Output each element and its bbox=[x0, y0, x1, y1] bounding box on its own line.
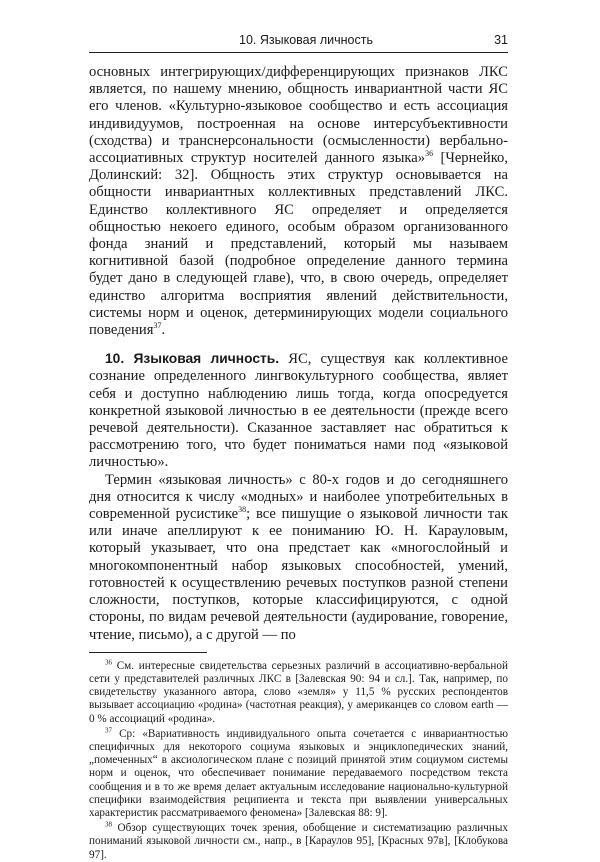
footnote-ref: 38 bbox=[238, 505, 247, 515]
chapter-title: 10. Языковая личность bbox=[239, 33, 373, 47]
paragraph bbox=[89, 350, 508, 471]
main-text bbox=[89, 64, 508, 644]
paragraph-text: [Чернейко, Долинский: 32]. Общность этих структур основывается на общности инвариантных коллективных представлений ЛКС. Единство коллективного ЯС определяет и определяется общностью некоего единого, особым образом организованного фонда знаний и представлений, который мы называем когнитивной базой (подробное определение данного термина будет дано в следующей главе), что, в свою очередь, определяет единство алгоритма восприятия явлений действительности, системы норм и оценок, детерминирующих модели социального поведения bbox=[89, 150, 508, 339]
footnote-text: Обзор существующих точек зрения, обобщение и систематизацию различных пониманий языковой личности см., напр., в [Караулов 95], [Красных 97в], [Клобукова 97]. bbox=[89, 822, 508, 861]
running-head bbox=[89, 33, 508, 53]
footnote-ref: 36 bbox=[425, 149, 434, 159]
footnote bbox=[89, 725, 508, 820]
paragraph-text: основных интегрирующих/дифференцирующих признаков ЛКС является, по нашему мнению, общность инвариантной части ЯС его членов. «Культурно-языковое сообщество и есть ассоциация индивидуумов, построенная на основе интерсубъективности (сходства) и транснерсональности (осмысленности) вербально-ассоциативных структур носителей данного языка» bbox=[89, 64, 508, 167]
footnote-text: Ср: «Вариативность индивидуального опыта сочетается с инвариантностью специфичных для некоторого социума языковых и энциклопедических знаний, „помеченных“ в аксиологическом плане с позиций принятой этим социумом системы норм и оценок, что обеспечивает понимание передаваемого посредством текста сообщения и в то же время делает актуальным исследование национально-культурной специфики взаимодействия реципиента и текста при выявлении универсальных характеристик рассматриваемого феномена» [Залевская 88: 9]. bbox=[89, 727, 508, 819]
paragraph bbox=[89, 472, 508, 644]
footnote-number: 37 bbox=[105, 725, 112, 734]
section-heading: 10. Языковая личность. bbox=[105, 351, 280, 367]
footnote-number: 38 bbox=[105, 820, 112, 829]
paragraph-text: Термин «языковая личность» с 80-х годов и до сегодняшнего дня относится к числу «модных» и наиболее употребительных в современной русистике bbox=[89, 471, 508, 523]
footnote bbox=[89, 822, 508, 862]
footnote-text: См. интересные свидетельства серьезных различий в ассоциативно-вербальной сети у представителей различных ЛКС в [Залевская 90: 94 и сл.]. Так, например, по свидетельству указанного автора, слово «земля» у 11,5 % русских респондентов вызывает ассоциацию «родина» (частотная реакция), у американцев со словом earth — 0 % ассоциаций «родина». bbox=[89, 659, 508, 725]
paragraph-text: ; все пишущие о языковой личности так или иначе апеллируют к ее пониманию Ю. Н. Карауловым, который указывает, что она предстает как «многослойный и многокомпонентный набор языковых способностей, умений, готовностей к осуществлению речевых поступков разной степени сложности, поступков, которые классифицируются, с одной стороны, по видам речевой деятельности (аудирование, говорение, чтение, письмо), а с другой — по bbox=[89, 506, 508, 643]
footnote-number: 36 bbox=[105, 657, 112, 666]
page-number: 31 bbox=[494, 33, 508, 47]
paragraph bbox=[89, 64, 508, 339]
footnotes bbox=[89, 657, 508, 862]
paragraph-text: ЯС, существуя как коллективное сознание определенного лингвокультурного сообщества, являет себя и доступно наблюдению лишь тогда, когда опосредуется конкретной языковой личностью в ее деятельности (прежде всего речевой деятельности). Сказанное заставляет нас обратиться к рассмотрению того, что будет пониматься нами под «языковой личностью». bbox=[89, 351, 508, 471]
paragraph-text: . bbox=[161, 322, 166, 339]
footnote-divider bbox=[89, 652, 207, 653]
footnote bbox=[89, 657, 508, 726]
footnote-ref: 37 bbox=[153, 321, 162, 331]
